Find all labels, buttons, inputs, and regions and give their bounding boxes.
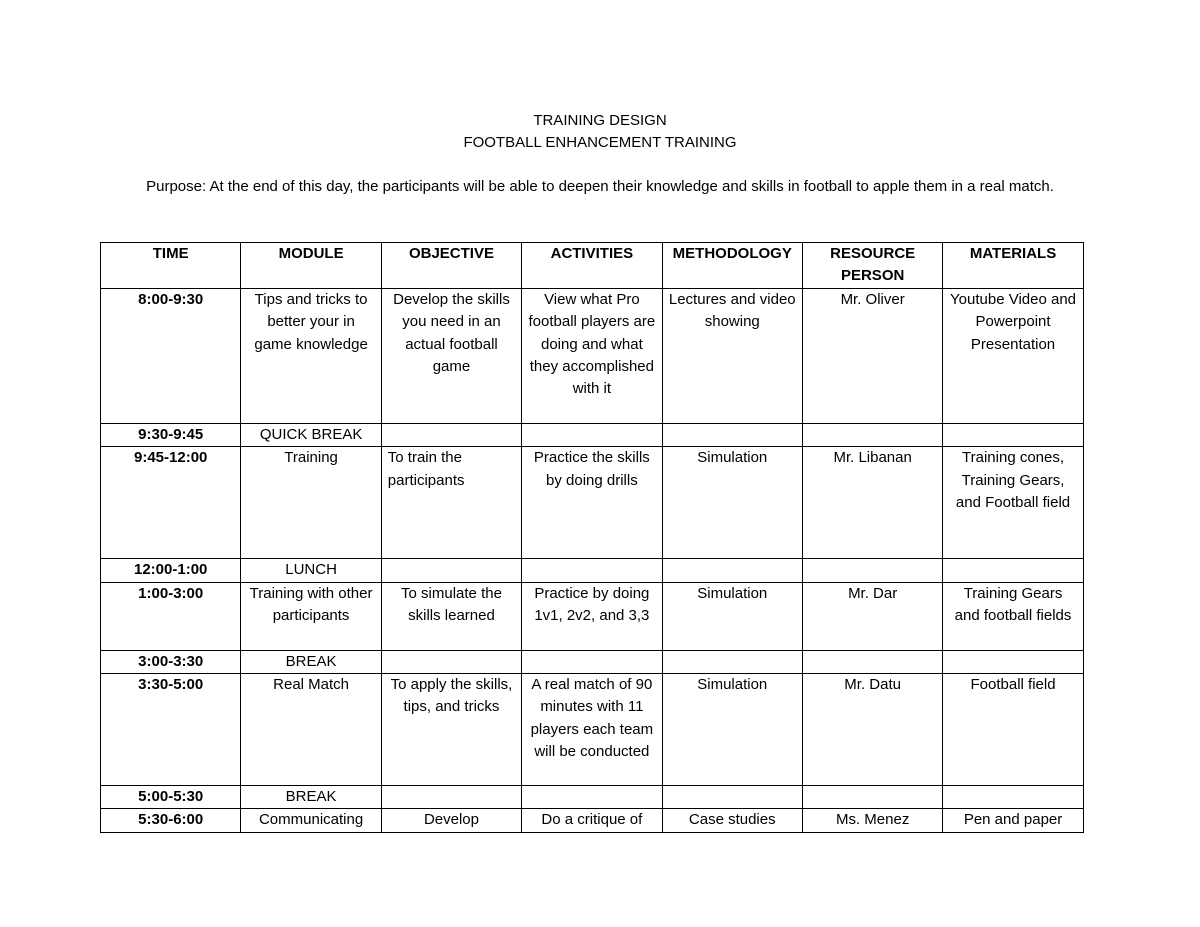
cell-time: 3:00-3:30 [101,650,241,673]
cell-objective: To train the participants [381,447,521,559]
cell-time: 3:30-5:00 [101,674,241,786]
cell-methodology: Case studies [662,809,802,832]
cell-objective: Develop the skills you need in an actual football game [381,288,521,423]
cell-resource-person [802,559,942,582]
purpose-statement: Purpose: At the end of this day, the participants will be able to deepen their knowledge and skills in football to apple them in a real match. [146,178,1054,195]
cell-materials: Pen and paper [943,809,1083,832]
column-header-activities: ACTIVITIES [522,243,662,289]
table-row [101,582,1084,650]
cell-methodology [662,559,802,582]
cell-activities: A real match of 90 minutes with 11 players each team will be conducted [522,674,662,786]
cell-time: 5:30-6:00 [101,809,241,832]
document-title: TRAINING DESIGN [533,112,667,129]
cell-materials [943,650,1083,673]
cell-methodology: Lectures and video showing [662,288,802,423]
cell-methodology: Simulation [662,447,802,559]
table-row [101,674,1084,786]
table-row [101,786,1084,809]
cell-time: 12:00-1:00 [101,559,241,582]
training-schedule-table [100,242,1084,833]
cell-resource-person: Ms. Menez [802,809,942,832]
cell-objective [381,559,521,582]
cell-resource-person: Mr. Dar [802,582,942,650]
column-header-time: TIME [101,243,241,289]
cell-module: Tips and tricks to better your in game knowledge [241,288,381,423]
cell-resource-person [802,786,942,809]
cell-materials: Training cones, Training Gears, and Football field [943,447,1083,559]
table-row [101,650,1084,673]
cell-time: 9:45-12:00 [101,447,241,559]
cell-methodology [662,423,802,446]
cell-module: BREAK [241,650,381,673]
document-header [0,110,1200,154]
column-header-resource-person: RESOURCE PERSON [802,243,942,289]
column-header-objective: OBJECTIVE [381,243,521,289]
cell-module: Communicating [241,809,381,832]
cell-materials [943,423,1083,446]
table-row [101,559,1084,582]
cell-activities: View what Pro football players are doing and what they accomplished with it [522,288,662,423]
cell-time: 9:30-9:45 [101,423,241,446]
cell-activities [522,786,662,809]
cell-materials: Youtube Video and Powerpoint Presentation [943,288,1083,423]
cell-module: Real Match [241,674,381,786]
table-row [101,447,1084,559]
cell-materials [943,559,1083,582]
cell-resource-person [802,650,942,673]
cell-objective [381,423,521,446]
cell-resource-person: Mr. Datu [802,674,942,786]
cell-activities [522,423,662,446]
document-subtitle: FOOTBALL ENHANCEMENT TRAINING [463,134,737,151]
cell-objective [381,786,521,809]
cell-activities: Practice by doing 1v1, 2v2, and 3,3 [522,582,662,650]
cell-resource-person: Mr. Oliver [802,288,942,423]
cell-objective: Develop [381,809,521,832]
cell-objective: To simulate the skills learned [381,582,521,650]
column-header-materials: MATERIALS [943,243,1083,289]
cell-objective: To apply the skills, tips, and tricks [381,674,521,786]
cell-methodology: Simulation [662,674,802,786]
cell-module: Training with other participants [241,582,381,650]
cell-methodology: Simulation [662,582,802,650]
column-header-module: MODULE [241,243,381,289]
table-header-row [101,243,1084,289]
cell-objective [381,650,521,673]
cell-activities: Do a critique of [522,809,662,832]
cell-module: QUICK BREAK [241,423,381,446]
cell-module: BREAK [241,786,381,809]
cell-activities [522,650,662,673]
cell-time: 5:00-5:30 [101,786,241,809]
cell-activities [522,559,662,582]
cell-activities: Practice the skills by doing drills [522,447,662,559]
cell-materials [943,786,1083,809]
cell-module: Training [241,447,381,559]
cell-materials: Football field [943,674,1083,786]
table-row [101,288,1084,423]
cell-time: 8:00-9:30 [101,288,241,423]
column-header-methodology: METHODOLOGY [662,243,802,289]
table-row [101,809,1084,832]
cell-methodology [662,650,802,673]
cell-module: LUNCH [241,559,381,582]
cell-methodology [662,786,802,809]
cell-time: 1:00-3:00 [101,582,241,650]
table-row [101,423,1084,446]
cell-resource-person: Mr. Libanan [802,447,942,559]
cell-resource-person [802,423,942,446]
cell-materials: Training Gears and football fields [943,582,1083,650]
